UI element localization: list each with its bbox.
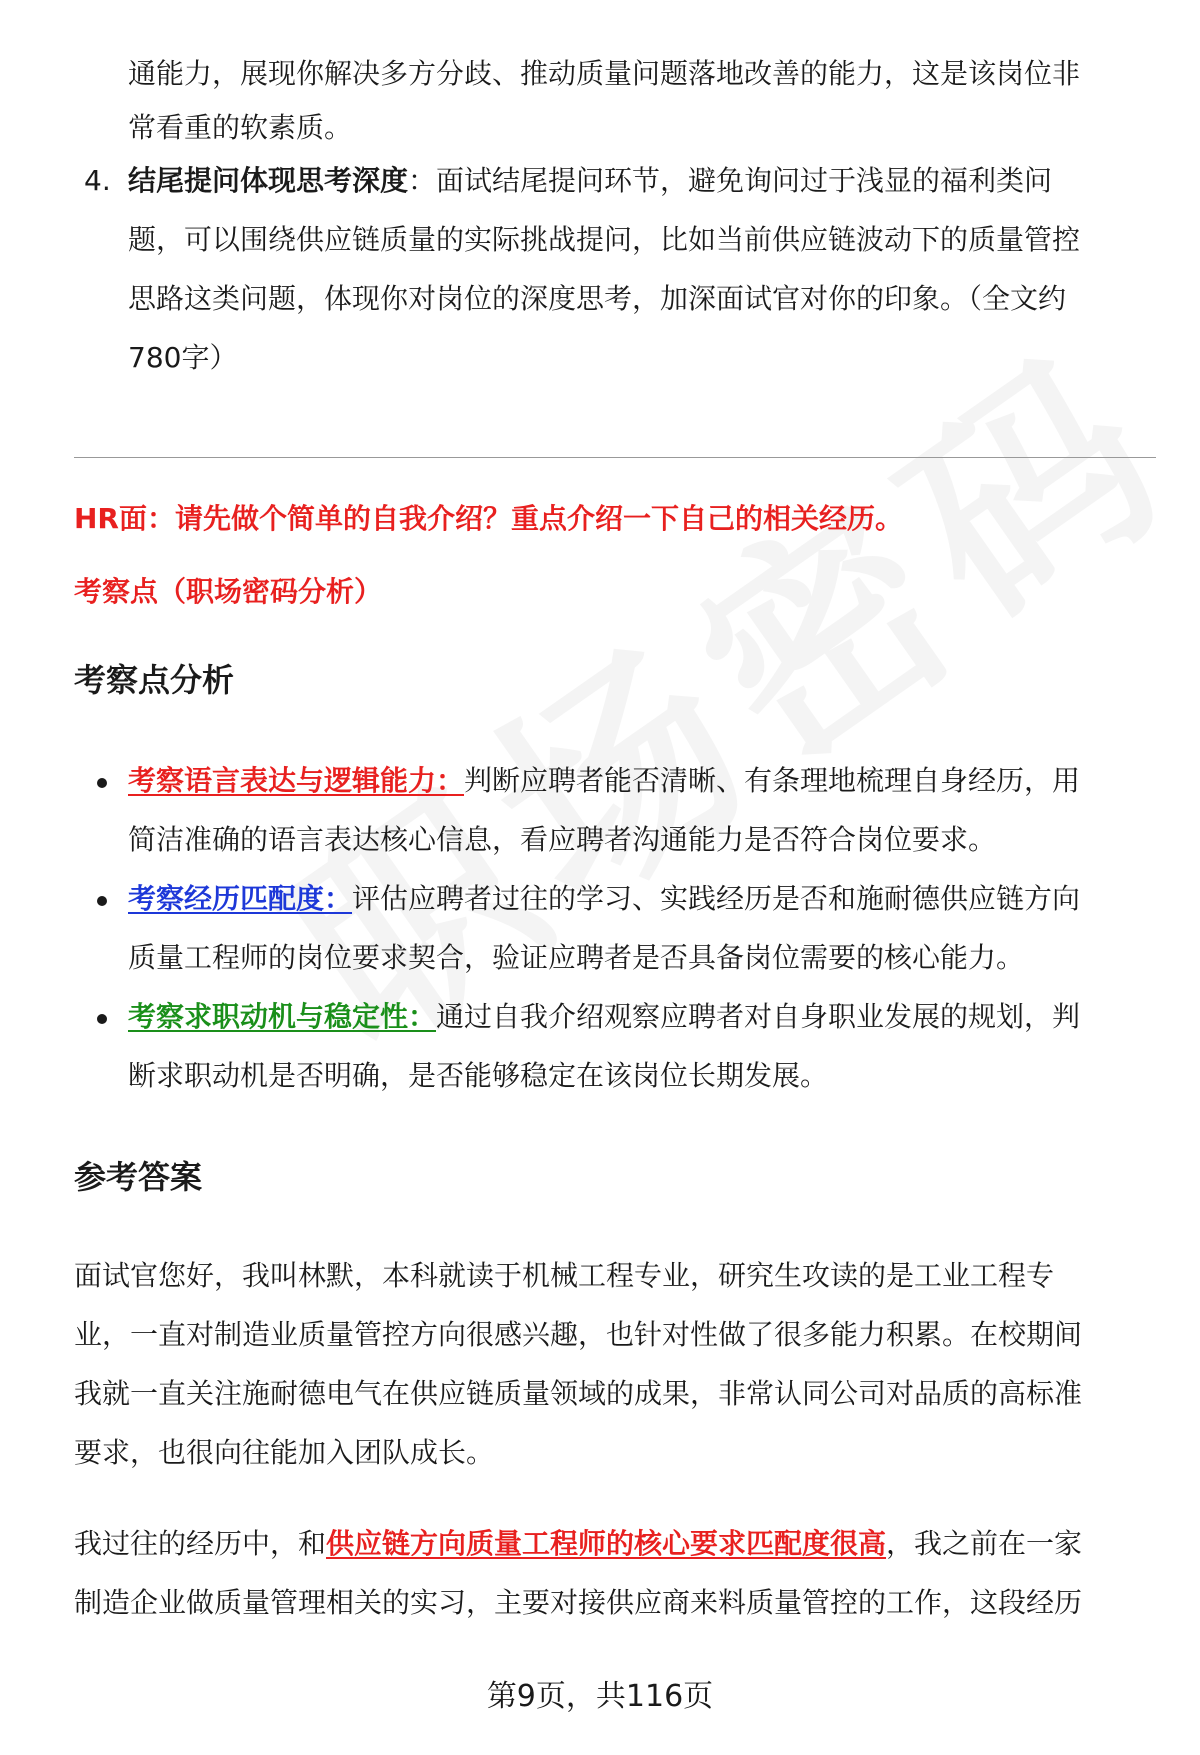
item3-line1: 通能力，展现你解决多方分歧、推动质量问题落地改善的能力，这是该岗位非 (128, 57, 1081, 90)
hr-question: HR面：请先做个简单的自我介绍？重点介绍一下自己的相关经历。 (74, 502, 903, 535)
answer-para1-line3: 我就一直关注施耐德电气在供应链质量领域的成果，非常认同公司对品质的高标准 (74, 1377, 1083, 1410)
item3-line2: 常看重的软素质。 (128, 111, 353, 144)
bullet-dot-2 (97, 896, 107, 906)
bullet-2-label: 考察经历匹配度： (128, 882, 353, 915)
bullet-2-line2: 质量工程师的岗位要求契合，验证应聘者是否具备岗位需要的核心能力。 (128, 941, 1025, 974)
para2-highlight: 供应链方向质量工程师的核心要求匹配度很高 (326, 1527, 887, 1560)
bullet-1-label: 考察语言表达与逻辑能力： (128, 764, 465, 797)
page-footer: 第9页，共116页 (486, 1679, 714, 1714)
para2-pre: 我过往的经历中，和 (74, 1527, 327, 1560)
para2-post: ，我之前在一家 (886, 1527, 1083, 1560)
bullet-1-text: 判断应聘者能否清晰、有条理地梳理自身经历，用 (464, 764, 1081, 797)
list-number-4: 4. (84, 164, 111, 197)
bullet-3-label: 考察求职动机与稳定性： (128, 1000, 437, 1033)
item4-line1 (128, 151, 1148, 210)
item4-line4: 780字） (128, 341, 238, 374)
bullet-dot-1 (97, 778, 107, 788)
bullet-3-text: 通过自我介绍观察应聘者对自身职业发展的规划，判 (436, 1000, 1081, 1033)
bullet-2-line1 (128, 869, 1148, 928)
bullet-3-line2: 断求职动机是否明确，是否能够稳定在该岗位长期发展。 (128, 1059, 829, 1092)
section-title-analysis: 考察点分析 (74, 661, 235, 699)
bullet-1-line1 (128, 751, 1148, 810)
bullet-dot-3 (97, 1014, 107, 1024)
answer-para1-line4: 要求，也很向往能加入团队成长。 (74, 1436, 495, 1469)
hr-subtitle: 考察点（职场密码分析） (74, 575, 383, 608)
item4-title: 结尾提问体现思考深度 (128, 164, 409, 197)
bullet-2-text: 评估应聘者过往的学习、实践经历是否和施耐德供应链方向 (352, 882, 1081, 915)
item4-line2: 题，可以围绕供应链质量的实际挑战提问，比如当前供应链波动下的质量管控 (128, 223, 1081, 256)
item4-line3: 思路这类问题，体现你对岗位的深度思考，加深面试官对你的印象。（全文约 (128, 282, 1067, 315)
item4-line1-text: ：面试结尾提问环节，避免询问过于浅显的福利类问 (408, 164, 1053, 197)
section-title-answer: 参考答案 (74, 1158, 203, 1196)
answer-para2-line1 (74, 1514, 1146, 1573)
answer-para2-line2: 制造企业做质量管理相关的实习，主要对接供应商来料质量管控的工作，这段经历 (74, 1586, 1083, 1619)
bullet-1-line2: 简洁准确的语言表达核心信息，看应聘者沟通能力是否符合岗位要求。 (128, 823, 997, 856)
section-divider (74, 457, 1156, 458)
answer-para1-line1: 面试官您好，我叫林默，本科就读于机械工程专业，研究生攻读的是工业工程专 (74, 1259, 1055, 1292)
bullet-3-line1 (128, 987, 1148, 1046)
answer-para1-line2: 业，一直对制造业质量管控方向很感兴趣，也针对性做了很多能力积累。在校期间 (74, 1318, 1083, 1351)
